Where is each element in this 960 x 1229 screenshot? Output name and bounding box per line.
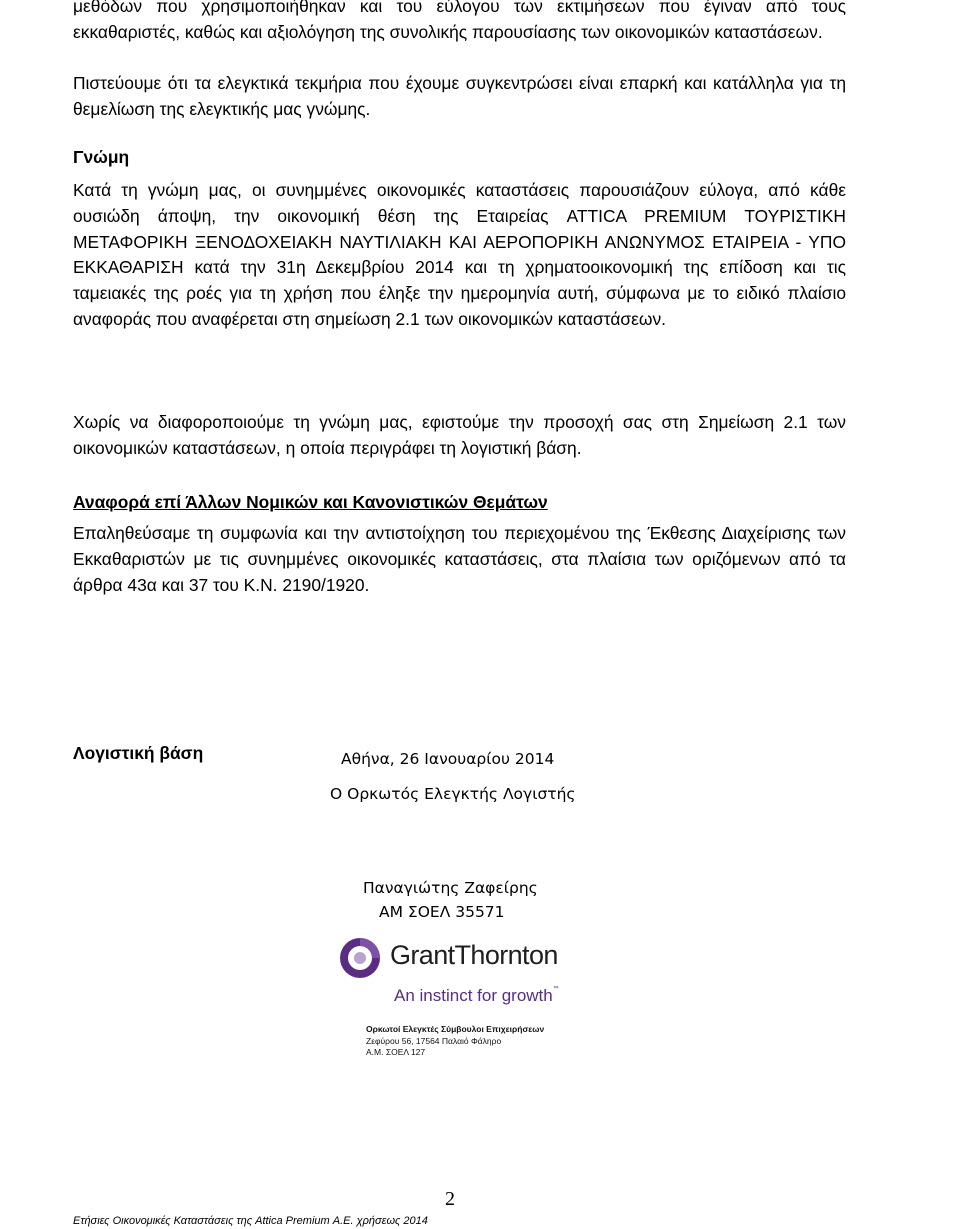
basis-heading: Λογιστική βάση (73, 743, 204, 763)
firm-logo-tagline (394, 986, 559, 1006)
trademark-sign: ™ (552, 986, 559, 992)
intro-paragraph-1: μεθόδων που χρησιμοποιήθηκαν και του εύλογου των εκτιμήσεων που έγιναν από τους εκκαθαριστές, καθώς και αξιολόγηση της συνολικής παρουσίασης των οικονομικών καταστάσεων. (73, 0, 846, 42)
stamp-line-1: Ορκωτοί Ελεγκτές Σύμβουλοι Επιχειρήσεων (366, 1024, 545, 1034)
signature-role: Ο Ορκωτός Ελεγκτής Λογιστής (330, 785, 576, 803)
signature-registration: ΑΜ ΣΟΕΛ 35571 (379, 903, 505, 921)
intro-paragraph-2: Πιστεύουμε ότι τα ελεγκτικά τεκμήρια που έχουμε συγκεντρώσει είναι επαρκή και κατάλληλα για τη θεμελίωση της ελεγκτικής μας γνώμης. (73, 73, 846, 119)
signature-place-date: Αθήνα, 26 Ιανουαρίου 2014 (341, 750, 555, 768)
report-paragraph: Επαληθεύσαμε τη συμφωνία και την αντιστοίχηση του περιεχομένου της Έκθεσης Διαχείρισης των Εκκαθαριστών με τις συνημμένες οικονομικές καταστάσεις, στα πλαίσια των οριζόμενων από τα άρθρα 43α και 37 του Κ.Ν. 2190/1920. (73, 523, 846, 595)
basis-paragraph: Χωρίς να διαφοροποιούμε τη γνώμη μας, εφιστούμε την προσοχή σας στη Σημείωση 2.1 των οικονομικών καταστάσεων, η οποία περιγράφει τη λογιστική βάση. (73, 412, 846, 458)
stamp-line-3: Α.Μ. ΣΟΕΛ 127 (366, 1047, 426, 1057)
firm-logo-brand: GrantThornton (390, 940, 558, 970)
stamp-line-2: Ζεφύρου 56, 17564 Παλαιό Φάληρο (366, 1035, 502, 1046)
firm-logo-tagline-text: An instinct for growth (394, 986, 553, 1005)
page-footer: Ετήσιες Οικονομικές Καταστάσεις της Attica Premium Α.Ε. χρήσεως 2014 (73, 1215, 428, 1227)
firm-stamp (366, 1024, 544, 1059)
signature-name: Παναγιώτης Ζαφείρης (363, 879, 538, 897)
opinion-paragraph: Κατά τη γνώμη μας, οι συνημμένες οικονομικές καταστάσεις παρουσιάζουν εύλογα, από κάθε ουσιώδη άποψη, την οικονομική θέση της Εταιρείας ATTICA PREMIUM ΤΟΥΡΙΣΤΙΚΗ ΜΕΤΑΦΟΡΙΚΗ ΞΕΝΟΔΟΧΕΙΑΚΗ ΝΑΥΤΙΛΙΑΚΗ ΚΑΙ ΑΕΡΟΠΟΡΙΚΗ ΑΝΩΝΥΜΟΣ ΕΤΑΙΡΕΙΑ - ΥΠΟ ΕΚΚΑΘΑΡΙΣΗ κατά την 31η Δεκεμβρίου 2014 και τη χρηματοοικονομική της επίδοση και τις ταμειακές της ροές για τη χρήση που έληξε την ημερομηνία αυτή, σύμφωνα με το ειδικό πλαίσιο αναφοράς που αναφέρεται στη σημείωση 2.1 των οικονομικών καταστάσεων. (73, 180, 846, 329)
page-number: 2 (445, 1188, 455, 1210)
grant-thornton-mark-icon (338, 936, 382, 980)
report-heading: Αναφορά επί Άλλων Νομικών και Κανονιστικών Θεμάτων (73, 492, 548, 512)
opinion-heading: Γνώμη (73, 147, 130, 167)
